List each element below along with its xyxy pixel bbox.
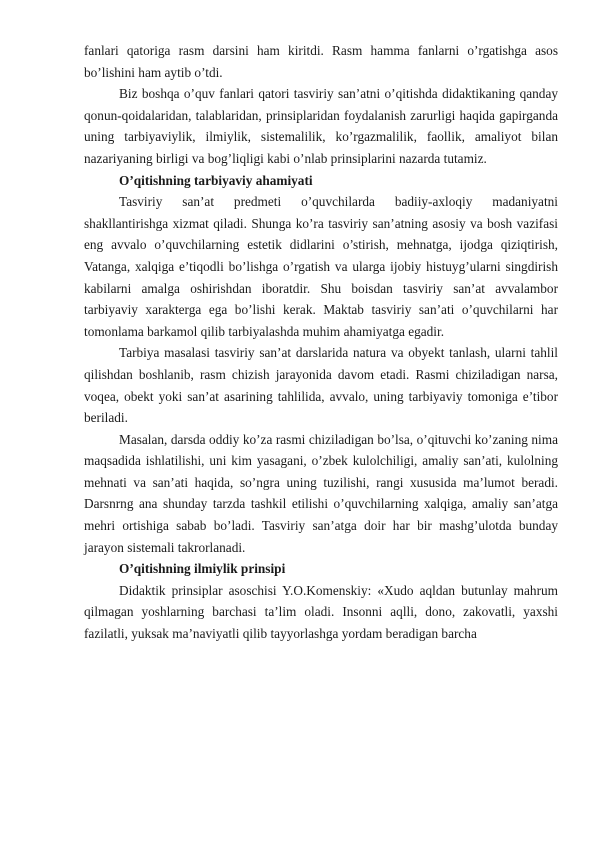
document-body <box>84 40 558 645</box>
paragraph-continuation: fanlari qatoriga rasm darsini ham kiritdi. Rasm hamma fanlarni o’rgatishga asos bo’lishini ham aytib o’tdi. <box>84 43 558 80</box>
paragraph-komensky-quote: Didaktik prinsiplar asoschisi Y.O.Komenskiy: «Xudo aqldan butunlay mahrum qilmagan yoshlarning barchasi ta’lim oladi. Insonni aqlli, dono, zakovatli, yaxshi fazilatli, yuksak ma’naviyatli qilib tayyorlashga yordam beradigan barcha <box>84 582 558 642</box>
paragraph-jug-example: Masalan, darsda oddiy ko’za rasmi chiziladigan bo’lsa, o’qituvchi ko’zaning nima maqsadida ishlatilishi, uni kim yasagani, o’zbek kulolchiligi, amaliy san’ati, kulolning mehnati va san’ati haqida, so’ngra uning tuzilishi, rangi xususida ma’lumot beradi. Darsnrng ana shunday tarzda tashkil etilishi o’quvchilarning xalqiga, amaliy san’atga mehri ortishiga sabab bo’ladi. Tasviriy san’atga doir har bir mashg’ulotda bunday jarayon sistemali takrorlanadi. <box>84 431 558 555</box>
paragraph-upbringing-issue: Tarbiya masalasi tasviriy san’at darslarida natura va obyekt tanlash, ularni tahlil qilishdan boshlanib, rasm chizish jarayonida davom etadi. Rasmi chiziladigan narsa, voqea, obekt yoki san’at asarining tahlilida, avvalo, uning tarbiyaviy tomoniga e’tibor beriladi. <box>84 345 558 426</box>
section-heading-educational-value: O’qitishning tarbiyaviy ahamiyati <box>119 172 313 188</box>
paragraph-art-subject-purpose: Tasviriy san’at predmeti o’quvchilarda badiiy-axloqiy madaniyatni shakllantirishga xizmat qiladi. Shunga ko’ra tasviriy san’atning asosiy va bosh vazifasi eng avvalo o’quvchilarning estetik didlarini o’stirish, mehnatga, ijodga qiziqtirish, Vatanga, xalqiga e’tiqodli bo’lishga o’rgatish va ularga ijobiy histuyg’ularni singdirish kabilarni amalga oshirishdan iboratdir. Shu boisdan tasviriy san’at avvalambor tarbiyaviy xarakterga ega bo’lishi kerak. Maktab tasviriy san’ati o’quvchilarni har tomonlama barkamol qilib tarbiyalashda muhim ahamiyatga egadir. <box>84 194 558 339</box>
paragraph-didactics-principles: Biz boshqa o’quv fanlari qatori tasviriy san’atni o’qitishda didaktikaning qanday qonun-qoidalaridan, talablaridan, prinsiplaridan foydalanish zarurligi haqida gapirganda uning tarbiyaviylik, ilmiylik, sistemalilik, ko’rgazmalilik, faollik, amaliyot bilan nazariyaning birligi va bog’liqligi kabi o’nlab prinsiplarini nazarda tutamiz. <box>84 86 558 166</box>
section-heading-scientific-principle: O’qitishning ilmiylik prinsipi <box>119 561 286 577</box>
